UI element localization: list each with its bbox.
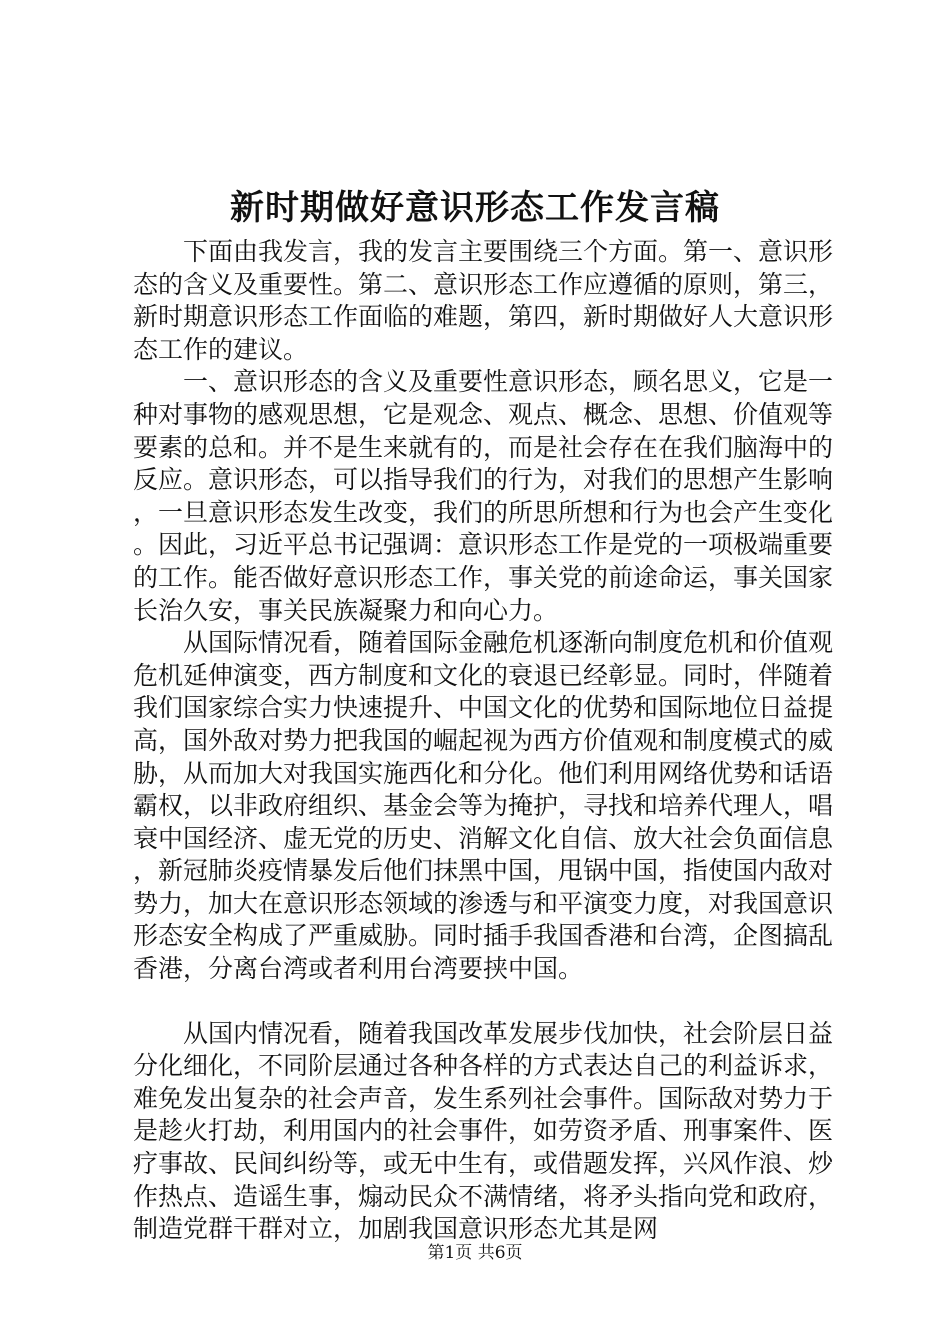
document-body <box>133 236 833 1246</box>
paragraph-meaning-importance: 一、意识形态的含义及重要性意识形态，顾名思义，它是一种对事物的感观思想，它是观念、观点、概念、思想、价值观等要素的总和。并不是生来就有的，而是社会存在在我们脑海中的反应。意识形态，可以指导我们的行为，对我们的思想产生影响，一旦意识形态发生改变，我们的所思所想和行为也会产生变化。因此，习近平总书记强调：意识形态工作是党的一项极端重要的工作。能否做好意识形态工作，事关党的前途命运，事关国家长治久安，事关民族凝聚力和向心力。 <box>133 367 834 625</box>
paragraph-domestic-situation: 从国内情况看，随着我国改革发展步伐加快，社会阶层日益分化细化，不同阶层通过各种各样的方式表达自己的利益诉求，难免发出复杂的社会声音，发生系列社会事件。国际敌对势力于是趁火打劫，利用国内的社会事件，如劳资矛盾、刑事案件、医疗事故、民间纠纷等，或无中生有，或借题发挥，兴风作浪、炒作热点、造谣生事，煽动民众不满情绪，将矛头指向党和政府，制造党群干群对立，加剧我国意识形态尤其是网 <box>133 1018 834 1244</box>
document-title: 新时期做好意识形态工作发言稿 <box>230 188 720 228</box>
paragraph-intro: 下面由我发言，我的发言主要围绕三个方面。第一、意识形态的含义及重要性。第二、意识形态工作应遵循的原则，第三，新时期意识形态工作面临的难题，第四，新时期做好人大意识形态工作的建议。 <box>133 237 834 364</box>
page-number-footer: 第1页 共6页 <box>427 1243 523 1263</box>
paragraph-international-situation: 从国际情况看，随着国际金融危机逐渐向制度危机和价值观危机延伸演变，西方制度和文化的衰退已经彰显。同时，伴随着我们国家综合实力快速提升、中国文化的优势和国际地位日益提高，国外敌对势力把我国的崛起视为西方价值观和制度模式的威胁，从而加大对我国实施西化和分化。他们利用网络优势和话语霸权，以非政府组织、基金会等为掩护，寻找和培养代理人，唱衰中国经济、虚无党的历史、消解文化自信、放大社会负面信息，新冠肺炎疫情暴发后他们抹黑中国，甩锅中国，指使国内敌对势力，加大在意识形态领域的渗透与和平演变力度，对我国意识形态安全构成了严重威胁。同时插手我国香港和台湾，企图搞乱香港，分离台湾或者利用台湾要挟中国。 <box>133 628 834 984</box>
